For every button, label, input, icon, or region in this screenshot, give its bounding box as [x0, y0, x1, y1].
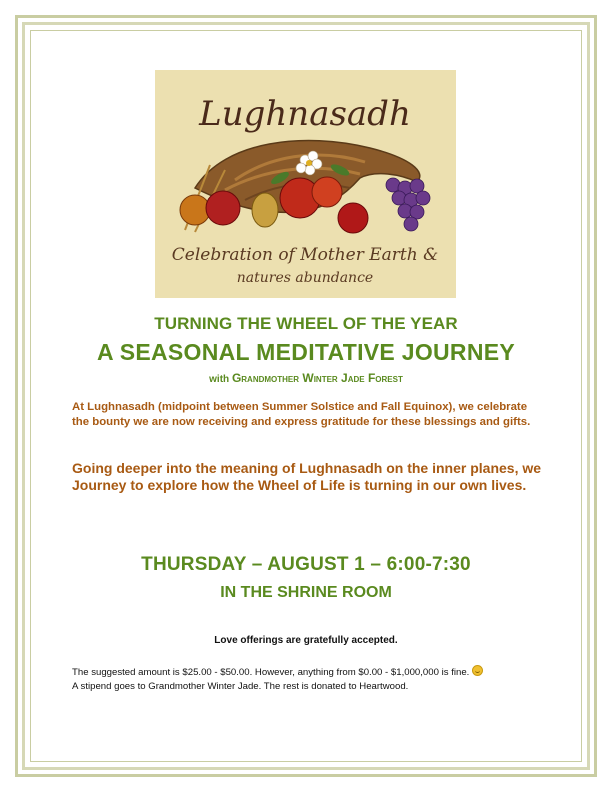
facilitator-name: Grandmother Winter Jade Forest — [231, 371, 403, 385]
journey-paragraph: Going deeper into the meaning of Lughnasadh on the inner planes, we Journey to explore how the Wheel of Life is turning in our own lives. — [72, 460, 542, 493]
pear-fruit — [252, 193, 278, 227]
event-location: IN THE SHRINE ROOM — [220, 584, 392, 601]
hero-caption-line2: natures abundance — [236, 270, 374, 286]
heading-wheel-of-year: TURNING THE WHEEL OF THE YEAR — [154, 314, 458, 333]
event-date-time: THURSDAY – AUGUST 1 – 6:00-7:30 — [141, 554, 471, 575]
facilitator-line — [0, 371, 612, 385]
heading-meditative-journey: A SEASONAL MEDITATIVE JOURNEY — [96, 339, 516, 365]
intro-paragraph: At Lughnasadh (midpoint between Summer Solstice and Fall Equinox), we celebrate the bounty we are now receiving and express gratitude for these blessings and gifts. — [72, 401, 531, 428]
smiley-icon — [472, 665, 483, 676]
apple-left — [206, 191, 240, 225]
love-offerings-note: Love offerings are gratefully accepted. — [214, 635, 398, 646]
apple-right-small — [312, 177, 342, 207]
suggested-amount-line — [72, 665, 572, 678]
cornucopia-illustration — [155, 70, 456, 298]
orange-fruit — [180, 195, 210, 225]
lughnasadh-cornucopia-image — [155, 70, 456, 298]
suggested-amount-text: The suggested amount is $25.00 - $50.00. However, anything from $0.00 - $1,000,000 is fine. — [72, 667, 470, 678]
apple-right — [338, 203, 368, 233]
flower-center — [306, 160, 312, 166]
hero-title: Lughnasadh — [199, 94, 411, 134]
stipend-note: A stipend goes to Grandmother Winter Jade. The rest is donated to Heartwood. — [72, 681, 409, 692]
with-prefix: with — [209, 374, 230, 385]
hero-caption-line1: Celebration of Mother Earth & — [171, 245, 439, 265]
